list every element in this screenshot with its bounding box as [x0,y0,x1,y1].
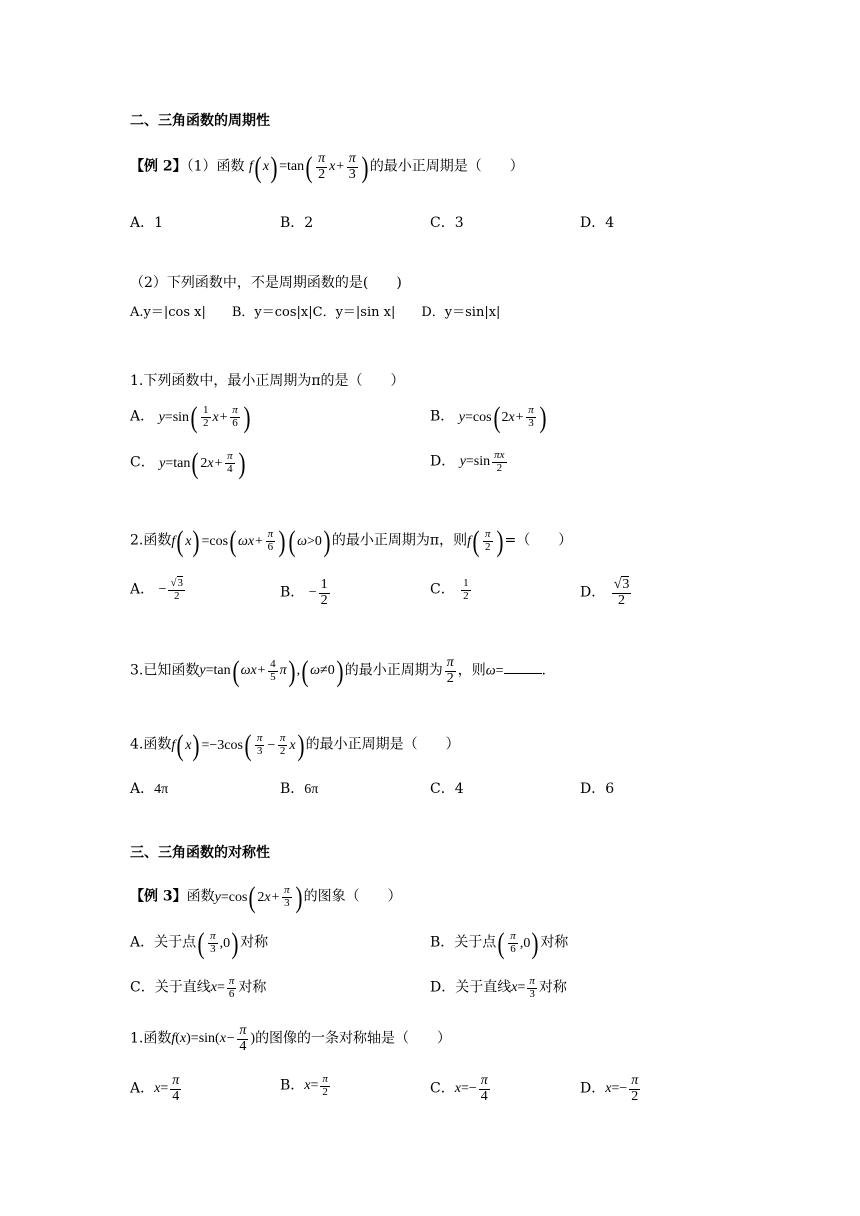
option-suffix: 对称 [540,934,569,951]
option-value: 6π [304,782,319,797]
section-3-q1-option-a[interactable] [130,1074,183,1104]
formula: x=− $\frac{\pi}{4}$ [454,1073,488,1104]
option-value: 4π [154,782,169,797]
practice-2-option-b[interactable] [280,578,332,608]
formula: y=cos( 2x+ $\frac{\pi}{3}$ ) [214,881,303,914]
section-3-question-1 [130,1024,451,1054]
option-label: B． [280,584,305,601]
formula: x=− $\frac{\pi}{2}$ [605,1073,639,1104]
option-label: A． [130,781,155,797]
example-3-option-a[interactable] [130,927,269,960]
option-label: D． [430,453,456,470]
option-label: C． [430,1080,455,1097]
option-b[interactable]: B．2 [280,215,314,231]
practice-4-option-b[interactable] [280,782,318,797]
practice-1-option-b[interactable] [430,401,548,434]
option-label: A． [130,408,155,425]
option-prefix: B．关于点 [430,934,497,951]
question-suffix: ，则 [457,662,486,679]
practice-4-option-a[interactable] [130,782,168,797]
formula: y=sin $\frac{\pi x}{2}$ [459,449,505,474]
formula: f( x) =cos( ωx+ $\frac{\pi}{6}$ ) ( ω>0) [171,525,331,558]
question-prefix: 4.函数 [130,736,172,753]
question-prefix: 1.函数 [130,1030,172,1047]
example-3-option-b[interactable] [430,927,569,960]
option-label: B． [280,781,305,797]
option-a[interactable]: A．1 [130,215,164,231]
practice-2-option-a[interactable] [130,578,187,602]
section-3-q1-option-c[interactable] [430,1074,492,1104]
practice-2-stem [130,525,573,558]
formula: f(x)=sin(x− $\frac{\pi}{4}$ ) [171,1023,256,1054]
option-d[interactable]: D．4 [580,215,615,231]
formula: − $\frac{√3}{2}$ [158,577,184,602]
section-3-q1-option-d[interactable] [580,1074,642,1104]
formula: f( x) =tan( $\frac{\pi}{2}$ x+ $\frac{\pi}{3}$ ) [249,150,369,184]
formula: $\frac{\pi}{2}$ [446,655,454,686]
section-3-q1-option-b[interactable] [280,1074,332,1098]
formula: x= $\frac{\pi}{4}$ [154,1073,180,1104]
question-suffix: =（ ） [504,532,573,549]
option-label: A． [130,581,155,598]
question-mid: 的最小正周期为π，则 [331,532,468,549]
question-suffix: 的最小正周期是（ ） [305,736,460,753]
option-prefix: D．关于直线 [430,979,512,996]
formula: − $\frac{1}{2}$ [308,577,328,608]
question-prefix: 函数 [186,888,215,905]
practice-1-stem: 1.下列函数中，最小正周期为π的是（ ） [130,373,405,389]
practice-1-option-a[interactable] [130,401,252,434]
option-c[interactable]: C．3 [430,215,464,231]
question-suffix: 的最小正周期是（ ） [369,158,524,175]
example-3-option-c[interactable] [130,976,266,1000]
example-2-question-2-options[interactable]: A.y＝|cos x| B．y＝cos|x|C．y＝|sin x| D．y＝sin|x| [130,305,501,320]
practice-4-stem [130,729,460,762]
option-label: C． [430,581,455,598]
formula: ω= [485,663,504,679]
practice-1-option-d[interactable] [430,450,509,474]
question-suffix: 的图像的一条对称轴是（ ） [255,1030,452,1047]
option-prefix: C．关于直线 [130,979,211,996]
formula: ( $\frac{\pi}{3}$ ,0) [197,927,239,960]
formula: x= $\frac{\pi}{2}$ [304,1073,328,1098]
formula: $\frac{1}{2}$ [463,577,469,602]
formula: x= $\frac{\pi}{6}$ [210,975,235,1000]
option-label: A． [130,1080,155,1097]
example-2-question-1 [130,152,524,182]
example-3-option-d[interactable] [430,976,567,1000]
example-label: 【例 2】 [130,158,187,175]
question-mid: 的最小正周期为 [344,662,443,679]
formula: y=cos( 2x+ $\frac{\pi}{3}$ ) [458,401,547,434]
section-2-title: 二、三角函数的周期性 [130,113,270,129]
formula: y=sin( $\frac{1}{2}$ x+ $\frac{\pi}{6}$ ) [158,401,251,434]
question-prefix: 2.函数 [130,532,172,549]
question-prefix: 3.已知函数 [130,662,200,679]
formula: y=tan( 2x+ $\frac{\pi}{4}$ ) [159,447,246,480]
formula: x= $\frac{\pi}{3}$ [511,975,535,1000]
practice-3-stem: 3.已知函数y=tan( ωx+ $\frac{4}{5}$ π) ,( ω≠0) 的最小正周期为 $\frac{\pi}{2}$ ，则ω= . [130,654,546,688]
practice-4-option-c[interactable]: C．4 [430,781,464,797]
option-label: C． [130,454,155,471]
practice-1-option-c[interactable] [130,447,247,480]
option-label: D． [580,584,606,601]
formula: f( $\frac{\pi}{2}$ ) [467,525,503,558]
formula: y=tan( ωx+ $\frac{4}{5}$ π) ,( ω≠0) [199,654,344,688]
option-suffix: 对称 [238,979,267,996]
option-prefix: A．关于点 [130,934,197,951]
option-label: D． [580,1080,606,1097]
practice-4-option-d[interactable]: D．6 [580,781,615,797]
practice-2-option-d[interactable] [580,578,633,608]
example-label: 【例 3】 [130,888,187,905]
section-3-title: 三、三角函数的对称性 [130,845,270,861]
formula: ( $\frac{\pi}{6}$ ,0) [497,927,539,960]
answer-blank[interactable] [504,663,542,674]
option-label: B． [280,1077,305,1094]
formula: $\frac{√3}{2}$ [613,577,630,608]
option-suffix: 对称 [538,979,567,996]
option-suffix: 对称 [240,934,269,951]
formula: f( x) =−3cos( $\frac{\pi}{3}$ − $\frac{\pi}{2}$ x) [171,729,305,762]
example-2-question-2: （2）下列函数中，不是周期函数的是( ) [130,275,402,291]
question-prefix: （1）函数 [186,158,245,175]
question-suffix: 的图象（ ） [303,888,402,905]
practice-2-option-c[interactable] [430,578,473,602]
option-label: B． [430,408,455,425]
example-3-stem [130,881,402,914]
